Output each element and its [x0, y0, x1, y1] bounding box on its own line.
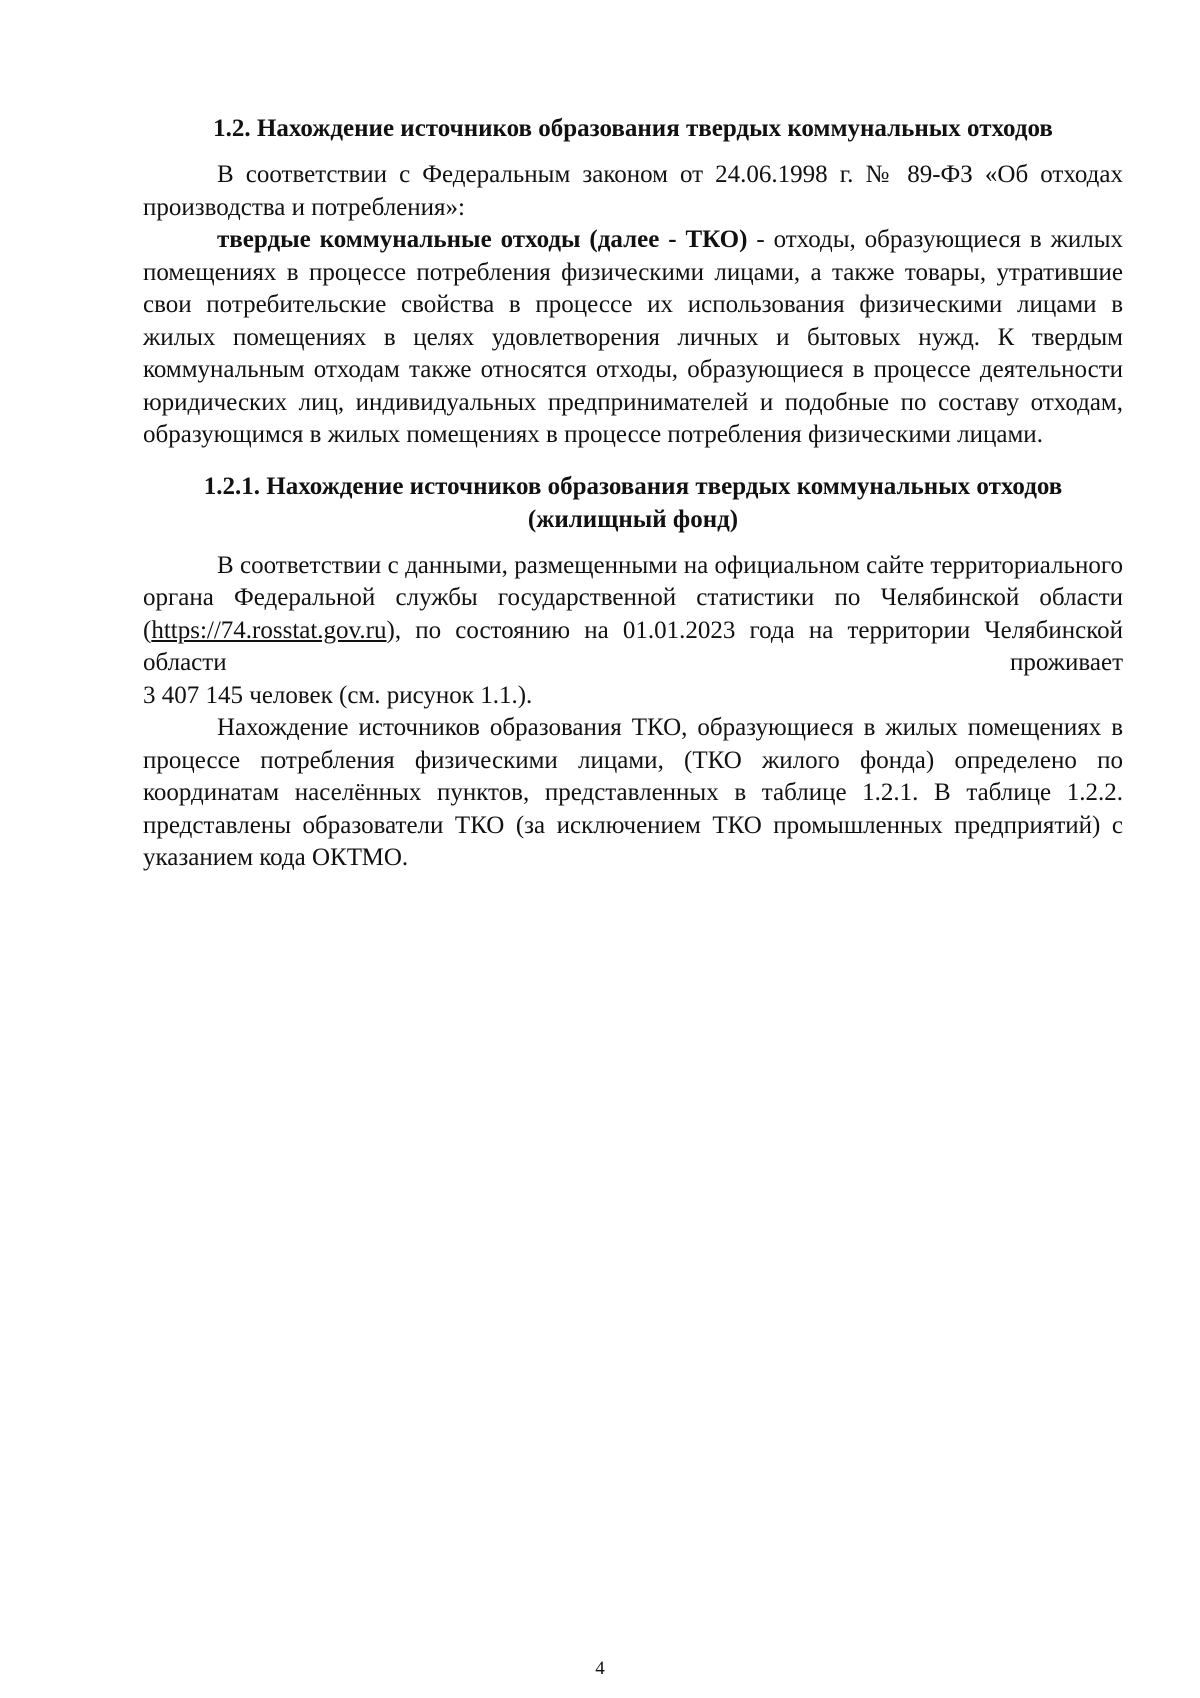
rosstat-link[interactable]: https://74.rosstat.gov.ru [151, 616, 387, 644]
definition-term: твердые коммунальные отходы (далее - ТКО) [217, 226, 748, 253]
paragraph-tko-definition [143, 224, 1123, 452]
section-heading-1-2: 1.2. Нахождение источников образования твердых коммунальных отходов [213, 115, 1053, 142]
paragraph-tko-sources: Нахождение источников образования ТКО, образующиеся в жилых помещениях в процессе потребления физическими лицами, (ТКО жилого фонда) определено по координатам населённых пунктов, представленных в таблице 1.2.1. В таблице 1.2.2. представлены образователи ТКО (за исключением ТКО промышленных предприятий) с указанием кода ОКТМО. [143, 714, 1123, 871]
rosstat-text-before-link: В соответствии с данными, размещенными на официальном сайте территориального органа Федеральной службы государственной статистики по Челябинской области ( [143, 551, 1123, 644]
section-heading-1-2-1: 1.2.1. Нахождение источников образования твердых коммунальных отходов (жилищный фонд) [203, 472, 1063, 533]
rosstat-text-after-link: ), по состоянию на 01.01.2023 года на территории Челябинской области проживает [143, 616, 1123, 676]
page-number: 4 [595, 1658, 605, 1679]
definition-text: - отходы, образующиеся в жилых помещениях в процессе потребления физическими лицами, а также товары, утратившие свои потребительские свойства в процессе их использования физическими лицами в жилых помещениях в целях удовлетворения личных и бытовых нужд. К твердым коммунальным отходам также относятся отходы, образующиеся в процессе деятельности юридических лиц, индивидуальных предпринимателей и подобные по составу отходам, образующимся в жилых помещениях в процессе потребления физическими лицами. [143, 226, 1124, 448]
page-content [143, 112, 1123, 875]
paragraph-federal-law: В соответствии с Федеральным законом от 24.06.1998 г. № 89-ФЗ «Об отходах производства и потребления»: [143, 161, 1123, 221]
paragraph-population-count: 3 407 145 человек (см. рисунок 1.1.). [143, 681, 533, 709]
paragraph-rosstat [143, 550, 1123, 680]
